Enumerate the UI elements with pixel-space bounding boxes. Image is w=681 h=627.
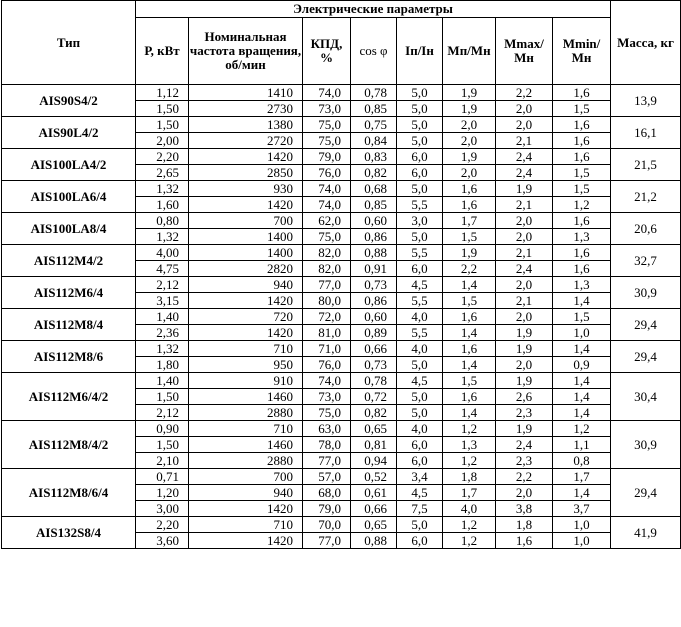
efficiency-cell: 75,0: [303, 133, 351, 149]
speed-cell: 1420: [189, 197, 303, 213]
efficiency-cell: 81,0: [303, 325, 351, 341]
power-cell: 2,12: [136, 277, 189, 293]
current-ratio-cell: 4,5: [397, 485, 443, 501]
speed-cell: 1460: [189, 389, 303, 405]
starting-torque-cell: 1,2: [443, 453, 496, 469]
cos-phi-cell: 0,82: [351, 165, 397, 181]
cos-phi-cell: 0,82: [351, 405, 397, 421]
starting-torque-cell: 1,9: [443, 245, 496, 261]
min-torque-cell: 1,4: [553, 389, 611, 405]
cos-phi-cell: 0,84: [351, 133, 397, 149]
efficiency-cell: 62,0: [303, 213, 351, 229]
speed-cell: 710: [189, 517, 303, 533]
cos-phi-cell: 0,78: [351, 373, 397, 389]
current-ratio-cell: 5,0: [397, 117, 443, 133]
table-row: [2, 373, 681, 389]
efficiency-cell: 73,0: [303, 389, 351, 405]
power-cell: 1,40: [136, 309, 189, 325]
mass-cell: 29,4: [611, 309, 681, 341]
mass-cell: 13,9: [611, 85, 681, 117]
cos-phi-cell: 0,73: [351, 357, 397, 373]
max-torque-cell: 2,0: [496, 485, 553, 501]
power-cell: 1,12: [136, 85, 189, 101]
mass-cell: 21,5: [611, 149, 681, 181]
max-torque-cell: 1,8: [496, 517, 553, 533]
motor-type-cell: AIS90L4/2: [2, 117, 136, 149]
speed-cell: 2820: [189, 261, 303, 277]
efficiency-cell: 79,0: [303, 149, 351, 165]
starting-torque-cell: 1,6: [443, 389, 496, 405]
table-row: [2, 469, 681, 485]
power-cell: 1,32: [136, 341, 189, 357]
power-cell: 4,00: [136, 245, 189, 261]
efficiency-cell: 76,0: [303, 357, 351, 373]
power-cell: 1,50: [136, 101, 189, 117]
starting-torque-cell: 1,9: [443, 149, 496, 165]
current-ratio-cell: 5,5: [397, 245, 443, 261]
current-ratio-cell: 4,5: [397, 277, 443, 293]
min-torque-cell: 1,1: [553, 437, 611, 453]
efficiency-cell: 82,0: [303, 261, 351, 277]
power-cell: 1,50: [136, 117, 189, 133]
motor-type-cell: AIS112M6/4: [2, 277, 136, 309]
power-cell: 2,36: [136, 325, 189, 341]
current-ratio-cell: 4,0: [397, 341, 443, 357]
mass-cell: 21,2: [611, 181, 681, 213]
min-torque-cell: 1,7: [553, 469, 611, 485]
max-torque-cell: 2,0: [496, 309, 553, 325]
mass-cell: 30,9: [611, 421, 681, 469]
min-torque-cell: 1,6: [553, 117, 611, 133]
cos-phi-cell: 0,65: [351, 517, 397, 533]
table-row: [2, 517, 681, 533]
current-ratio-cell: 5,5: [397, 197, 443, 213]
starting-torque-cell: 1,7: [443, 485, 496, 501]
min-torque-cell: 1,6: [553, 85, 611, 101]
motor-type-cell: AIS112M8/6: [2, 341, 136, 373]
current-ratio-cell: 5,0: [397, 133, 443, 149]
power-cell: 2,20: [136, 149, 189, 165]
speed-cell: 1410: [189, 85, 303, 101]
min-torque-cell: 1,5: [553, 101, 611, 117]
max-torque-cell: 2,0: [496, 213, 553, 229]
min-torque-cell: 3,7: [553, 501, 611, 517]
max-torque-cell: 1,9: [496, 181, 553, 197]
motor-type-cell: AIS100LA4/2: [2, 149, 136, 181]
current-ratio-cell: 5,0: [397, 357, 443, 373]
speed-cell: 2720: [189, 133, 303, 149]
min-torque-cell: 0,8: [553, 453, 611, 469]
header-starting-torque: Мп/Мн: [443, 18, 496, 85]
min-torque-cell: 1,4: [553, 485, 611, 501]
starting-torque-cell: 1,4: [443, 277, 496, 293]
min-torque-cell: 1,5: [553, 165, 611, 181]
min-torque-cell: 1,2: [553, 197, 611, 213]
efficiency-cell: 75,0: [303, 117, 351, 133]
speed-cell: 940: [189, 277, 303, 293]
motor-parameters-table-container: [1, 0, 680, 549]
cos-phi-cell: 0,94: [351, 453, 397, 469]
max-torque-cell: 2,4: [496, 165, 553, 181]
cos-phi-cell: 0,73: [351, 277, 397, 293]
power-cell: 1,40: [136, 373, 189, 389]
max-torque-cell: 2,2: [496, 85, 553, 101]
power-cell: 1,50: [136, 437, 189, 453]
starting-torque-cell: 1,9: [443, 85, 496, 101]
min-torque-cell: 1,0: [553, 517, 611, 533]
speed-cell: 1420: [189, 293, 303, 309]
min-torque-cell: 1,4: [553, 405, 611, 421]
min-torque-cell: 1,0: [553, 533, 611, 549]
cos-phi-cell: 0,60: [351, 309, 397, 325]
cos-phi-cell: 0,68: [351, 181, 397, 197]
starting-torque-cell: 2,0: [443, 165, 496, 181]
table-row: [2, 309, 681, 325]
starting-torque-cell: 1,9: [443, 101, 496, 117]
motor-type-cell: AIS112M8/4: [2, 309, 136, 341]
speed-cell: 910: [189, 373, 303, 389]
current-ratio-cell: 4,5: [397, 373, 443, 389]
cos-phi-cell: 0,66: [351, 341, 397, 357]
efficiency-cell: 79,0: [303, 501, 351, 517]
cos-phi-cell: 0,75: [351, 117, 397, 133]
motor-type-cell: AIS132S8/4: [2, 517, 136, 549]
current-ratio-cell: 3,0: [397, 213, 443, 229]
min-torque-cell: 0,9: [553, 357, 611, 373]
header-type: Тип: [2, 1, 136, 85]
speed-cell: 1420: [189, 533, 303, 549]
power-cell: 1,32: [136, 229, 189, 245]
starting-torque-cell: 1,6: [443, 309, 496, 325]
efficiency-cell: 74,0: [303, 373, 351, 389]
starting-torque-cell: 1,8: [443, 469, 496, 485]
min-torque-cell: 1,4: [553, 373, 611, 389]
max-torque-cell: 2,0: [496, 101, 553, 117]
current-ratio-cell: 6,0: [397, 165, 443, 181]
min-torque-cell: 1,4: [553, 293, 611, 309]
power-cell: 1,20: [136, 485, 189, 501]
header-current-ratio: Iп/Iн: [397, 18, 443, 85]
cos-phi-cell: 0,91: [351, 261, 397, 277]
current-ratio-cell: 4,0: [397, 421, 443, 437]
efficiency-cell: 76,0: [303, 165, 351, 181]
header-speed: Номинальная частота вращения, об/мин: [189, 18, 303, 85]
speed-cell: 710: [189, 421, 303, 437]
speed-cell: 2880: [189, 453, 303, 469]
power-cell: 0,90: [136, 421, 189, 437]
starting-torque-cell: 1,3: [443, 437, 496, 453]
current-ratio-cell: 5,0: [397, 517, 443, 533]
efficiency-cell: 77,0: [303, 453, 351, 469]
power-cell: 3,15: [136, 293, 189, 309]
starting-torque-cell: 1,4: [443, 357, 496, 373]
motor-type-cell: AIS112M8/6/4: [2, 469, 136, 517]
max-torque-cell: 2,6: [496, 389, 553, 405]
current-ratio-cell: 6,0: [397, 261, 443, 277]
header-mass: Масса, кг: [611, 1, 681, 85]
starting-torque-cell: 4,0: [443, 501, 496, 517]
current-ratio-cell: 6,0: [397, 533, 443, 549]
cos-phi-cell: 0,89: [351, 325, 397, 341]
motor-type-cell: AIS112M4/2: [2, 245, 136, 277]
efficiency-cell: 82,0: [303, 245, 351, 261]
max-torque-cell: 2,1: [496, 133, 553, 149]
current-ratio-cell: 4,0: [397, 309, 443, 325]
speed-cell: 1400: [189, 229, 303, 245]
power-cell: 1,50: [136, 389, 189, 405]
motor-parameters-table: [1, 0, 681, 549]
max-torque-cell: 2,0: [496, 229, 553, 245]
table-row: [2, 277, 681, 293]
speed-cell: 720: [189, 309, 303, 325]
starting-torque-cell: 1,6: [443, 197, 496, 213]
max-torque-cell: 1,9: [496, 325, 553, 341]
speed-cell: 2730: [189, 101, 303, 117]
cos-phi-cell: 0,61: [351, 485, 397, 501]
starting-torque-cell: 1,2: [443, 517, 496, 533]
min-torque-cell: 1,3: [553, 277, 611, 293]
power-cell: 4,75: [136, 261, 189, 277]
current-ratio-cell: 5,0: [397, 389, 443, 405]
mass-cell: 30,4: [611, 373, 681, 421]
table-row: [2, 421, 681, 437]
max-torque-cell: 1,9: [496, 421, 553, 437]
max-torque-cell: 2,2: [496, 469, 553, 485]
motor-type-cell: AIS112M6/4/2: [2, 373, 136, 421]
cos-phi-cell: 0,86: [351, 293, 397, 309]
motor-type-cell: AIS100LA8/4: [2, 213, 136, 245]
min-torque-cell: 1,3: [553, 229, 611, 245]
max-torque-cell: 2,1: [496, 293, 553, 309]
current-ratio-cell: 7,5: [397, 501, 443, 517]
speed-cell: 930: [189, 181, 303, 197]
max-torque-cell: 2,3: [496, 453, 553, 469]
current-ratio-cell: 5,0: [397, 405, 443, 421]
efficiency-cell: 78,0: [303, 437, 351, 453]
speed-cell: 700: [189, 469, 303, 485]
max-torque-cell: 1,6: [496, 533, 553, 549]
mass-cell: 16,1: [611, 117, 681, 149]
max-torque-cell: 2,0: [496, 117, 553, 133]
cos-phi-cell: 0,85: [351, 101, 397, 117]
power-cell: 3,60: [136, 533, 189, 549]
starting-torque-cell: 2,2: [443, 261, 496, 277]
efficiency-cell: 74,0: [303, 181, 351, 197]
min-torque-cell: 1,5: [553, 309, 611, 325]
efficiency-cell: 70,0: [303, 517, 351, 533]
power-cell: 2,20: [136, 517, 189, 533]
current-ratio-cell: 6,0: [397, 149, 443, 165]
mass-cell: 41,9: [611, 517, 681, 549]
starting-torque-cell: 1,4: [443, 325, 496, 341]
speed-cell: 2850: [189, 165, 303, 181]
efficiency-cell: 77,0: [303, 277, 351, 293]
max-torque-cell: 2,3: [496, 405, 553, 421]
min-torque-cell: 1,0: [553, 325, 611, 341]
efficiency-cell: 57,0: [303, 469, 351, 485]
cos-phi-cell: 0,66: [351, 501, 397, 517]
current-ratio-cell: 6,0: [397, 437, 443, 453]
min-torque-cell: 1,4: [553, 341, 611, 357]
power-cell: 3,00: [136, 501, 189, 517]
speed-cell: 1460: [189, 437, 303, 453]
efficiency-cell: 72,0: [303, 309, 351, 325]
power-cell: 2,65: [136, 165, 189, 181]
min-torque-cell: 1,6: [553, 133, 611, 149]
current-ratio-cell: 5,0: [397, 101, 443, 117]
header-efficiency: КПД, %: [303, 18, 351, 85]
current-ratio-cell: 5,5: [397, 293, 443, 309]
cos-phi-cell: 0,72: [351, 389, 397, 405]
current-ratio-cell: 5,5: [397, 325, 443, 341]
efficiency-cell: 80,0: [303, 293, 351, 309]
cos-phi-cell: 0,86: [351, 229, 397, 245]
starting-torque-cell: 1,6: [443, 341, 496, 357]
motor-type-cell: AIS112M8/4/2: [2, 421, 136, 469]
max-torque-cell: 2,0: [496, 277, 553, 293]
min-torque-cell: 1,6: [553, 149, 611, 165]
table-body: [2, 85, 681, 549]
power-cell: 2,12: [136, 405, 189, 421]
power-cell: 0,80: [136, 213, 189, 229]
mass-cell: 32,7: [611, 245, 681, 277]
efficiency-cell: 74,0: [303, 197, 351, 213]
power-cell: 2,00: [136, 133, 189, 149]
speed-cell: 2880: [189, 405, 303, 421]
efficiency-cell: 73,0: [303, 101, 351, 117]
table-row: [2, 85, 681, 101]
speed-cell: 940: [189, 485, 303, 501]
current-ratio-cell: 5,0: [397, 229, 443, 245]
max-torque-cell: 2,1: [496, 245, 553, 261]
table-row: [2, 181, 681, 197]
current-ratio-cell: 6,0: [397, 453, 443, 469]
min-torque-cell: 1,2: [553, 421, 611, 437]
max-torque-cell: 1,9: [496, 341, 553, 357]
cos-phi-cell: 0,88: [351, 245, 397, 261]
max-torque-cell: 2,1: [496, 197, 553, 213]
cos-phi-cell: 0,60: [351, 213, 397, 229]
starting-torque-cell: 1,7: [443, 213, 496, 229]
mass-cell: 20,6: [611, 213, 681, 245]
cos-phi-cell: 0,52: [351, 469, 397, 485]
header-power: Р, кВт: [136, 18, 189, 85]
mass-cell: 30,9: [611, 277, 681, 309]
starting-torque-cell: 1,5: [443, 293, 496, 309]
power-cell: 1,32: [136, 181, 189, 197]
cos-phi-cell: 0,88: [351, 533, 397, 549]
starting-torque-cell: 2,0: [443, 133, 496, 149]
current-ratio-cell: 3,4: [397, 469, 443, 485]
starting-torque-cell: 1,2: [443, 533, 496, 549]
speed-cell: 1420: [189, 325, 303, 341]
table-row: [2, 213, 681, 229]
speed-cell: 1380: [189, 117, 303, 133]
header-electrical-parameters: Электрические параметры: [136, 1, 611, 18]
min-torque-cell: 1,6: [553, 261, 611, 277]
speed-cell: 1400: [189, 245, 303, 261]
cos-phi-cell: 0,83: [351, 149, 397, 165]
max-torque-cell: 2,4: [496, 149, 553, 165]
efficiency-cell: 63,0: [303, 421, 351, 437]
efficiency-cell: 75,0: [303, 229, 351, 245]
motor-type-cell: AIS100LA6/4: [2, 181, 136, 213]
current-ratio-cell: 5,0: [397, 85, 443, 101]
current-ratio-cell: 5,0: [397, 181, 443, 197]
header-cos-phi: cos φ: [351, 18, 397, 85]
starting-torque-cell: 1,4: [443, 405, 496, 421]
cos-phi-cell: 0,85: [351, 197, 397, 213]
speed-cell: 1420: [189, 149, 303, 165]
cos-phi-cell: 0,81: [351, 437, 397, 453]
speed-cell: 700: [189, 213, 303, 229]
starting-torque-cell: 1,2: [443, 421, 496, 437]
max-torque-cell: 1,9: [496, 373, 553, 389]
mass-cell: 29,4: [611, 469, 681, 517]
power-cell: 2,10: [136, 453, 189, 469]
efficiency-cell: 75,0: [303, 405, 351, 421]
header-min-torque: Мmin/ Мн: [553, 18, 611, 85]
efficiency-cell: 77,0: [303, 533, 351, 549]
table-row: [2, 117, 681, 133]
efficiency-cell: 71,0: [303, 341, 351, 357]
speed-cell: 950: [189, 357, 303, 373]
cos-phi-cell: 0,78: [351, 85, 397, 101]
min-torque-cell: 1,5: [553, 181, 611, 197]
cos-phi-cell: 0,65: [351, 421, 397, 437]
table-row: [2, 341, 681, 357]
efficiency-cell: 74,0: [303, 85, 351, 101]
max-torque-cell: 2,4: [496, 261, 553, 277]
starting-torque-cell: 1,5: [443, 373, 496, 389]
max-torque-cell: 3,8: [496, 501, 553, 517]
mass-cell: 29,4: [611, 341, 681, 373]
starting-torque-cell: 2,0: [443, 117, 496, 133]
motor-type-cell: AIS90S4/2: [2, 85, 136, 117]
speed-cell: 710: [189, 341, 303, 357]
max-torque-cell: 2,0: [496, 357, 553, 373]
starting-torque-cell: 1,6: [443, 181, 496, 197]
header-max-torque: Мmax/ Мн: [496, 18, 553, 85]
power-cell: 1,60: [136, 197, 189, 213]
max-torque-cell: 2,4: [496, 437, 553, 453]
table-row: [2, 245, 681, 261]
efficiency-cell: 68,0: [303, 485, 351, 501]
table-row: [2, 149, 681, 165]
starting-torque-cell: 1,5: [443, 229, 496, 245]
power-cell: 1,80: [136, 357, 189, 373]
power-cell: 0,71: [136, 469, 189, 485]
speed-cell: 1420: [189, 501, 303, 517]
min-torque-cell: 1,6: [553, 213, 611, 229]
min-torque-cell: 1,6: [553, 245, 611, 261]
